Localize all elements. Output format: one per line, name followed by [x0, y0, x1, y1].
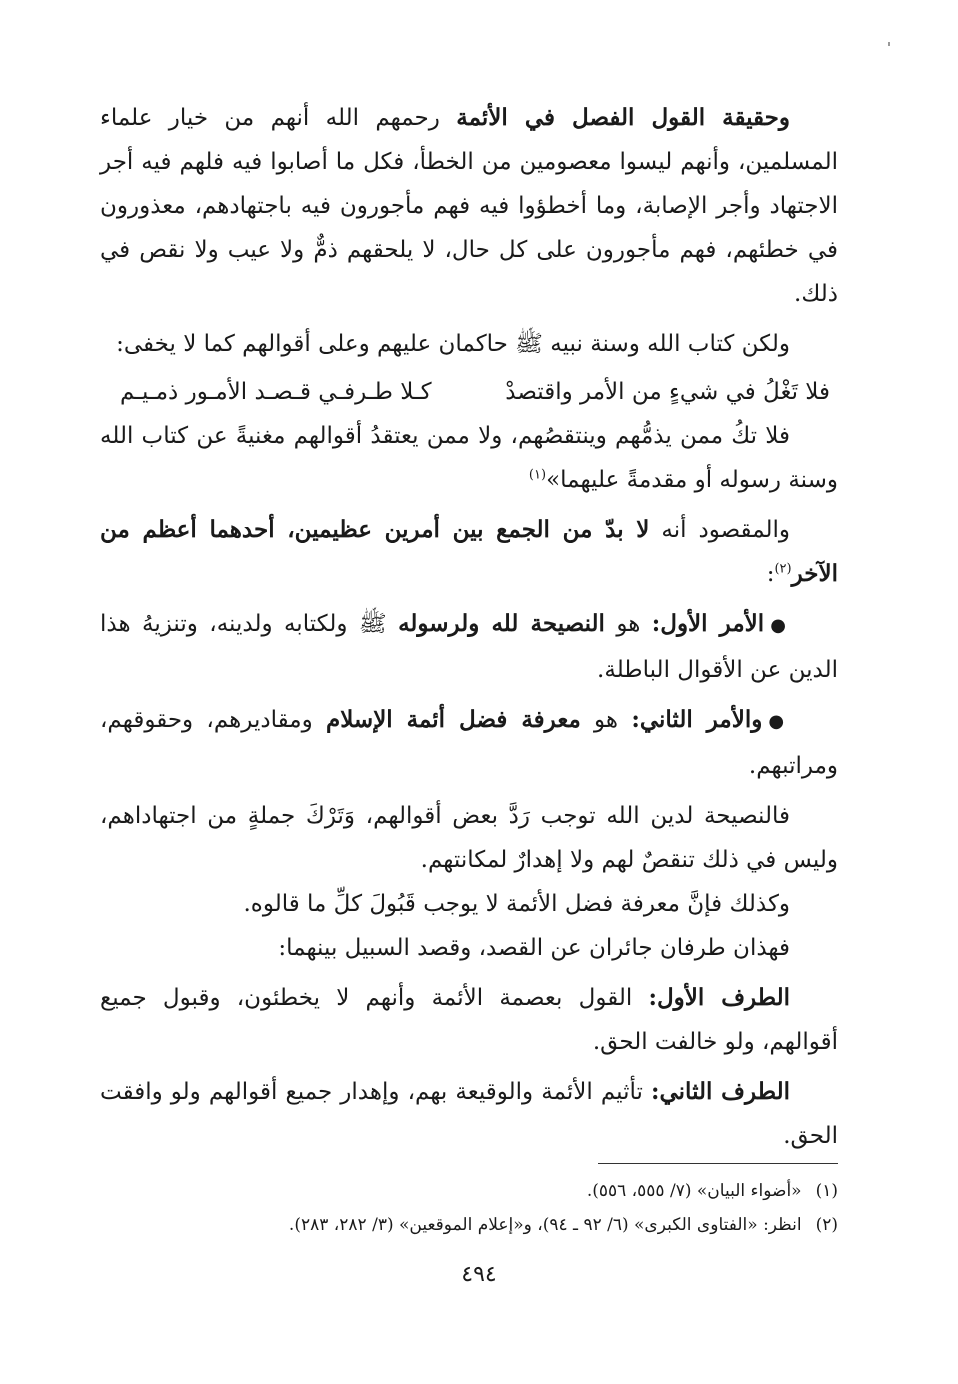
footnote-ref-2[interactable]: (٢) — [774, 561, 792, 577]
page-number: ٤٩٤ — [461, 1262, 497, 1287]
paragraph-3 — [100, 414, 838, 502]
verse-second-half: كـلا طـرفـي قـصـد الأمـور ذمـيـم — [120, 379, 432, 405]
paragraph-4 — [100, 508, 838, 596]
bullet-2-label: والأمر الثاني: — [631, 706, 763, 733]
footnote-divider — [598, 1163, 838, 1164]
paragraph-3-text: فلا تكُ ممن يذمُّهم وينتقصُهم، ولا ممن يعتقدُ أقوالهم مغنيةً عن كتاب الله وسنة رسوله أو مقدمةً عليهما» — [100, 423, 838, 493]
side-2-text: تأثيم الأئمة والوقيعة بهم، وإهدار جميع أقوالهم ولو وافقت الحق. — [100, 1079, 838, 1149]
paragraph-4-bold: لا بدّ من الجمع بين أمرين عظيمين، أحدهما أعظم من الآخر — [100, 516, 838, 587]
footnote-1 — [100, 1174, 838, 1208]
paragraph-1-text: رحمهم الله أنهم من خيار علماء المسلمين، وأنهم ليسوا معصومين من الخطأ، فكل ما أصابوا فيه فلهم فيه أجر الاجتهاد وأجر الإصابة، وما أخطؤوا فيه فهم مأجورون فيه باجتهادهم، معذورون في خطئهم، فهم مأجورون على كل حال، لا يلحقهم ذمٌّ ولا عيب ولا نقص في ذلك. — [100, 105, 838, 307]
footnotes — [100, 1174, 838, 1242]
footnote-1-number: (١) — [815, 1181, 838, 1201]
footnote-2 — [100, 1208, 838, 1242]
side-1-label: الطرف الأول: — [648, 984, 790, 1011]
paragraph-1 — [100, 96, 838, 316]
side-1 — [100, 976, 838, 1064]
footnote-1-text: «أضواء البيان» (٧/ ٥٥٥، ٥٥٦). — [586, 1181, 802, 1201]
bullet-1-label: الأمر الأول: — [651, 610, 765, 637]
paragraph-6: وكذلك فإنَّ معرفة فضل الأئمة لا يوجب قَبُولَ كلِّ ما قالوه. — [243, 891, 790, 917]
bullet-icon: ● — [770, 615, 790, 636]
paragraph-1-bold: وحقيقة القول الفصل في الأئمة — [456, 104, 791, 131]
bullet-icon: ● — [768, 711, 790, 732]
poem-verse — [100, 370, 838, 414]
bullet-item-1 — [100, 602, 838, 692]
paragraph-4-end: : — [766, 561, 775, 587]
main-text — [100, 96, 838, 1158]
footnote-ref-1[interactable]: (١) — [528, 467, 547, 483]
side-2-label: الطرف الثاني: — [651, 1078, 790, 1105]
bullet-2-mid: هو — [580, 707, 632, 733]
paragraph-2: ولكن كتاب الله وسنة نبيه ﷺ حاكمان عليهم وعلى أقوالهم كما لا يخفى: — [116, 331, 790, 357]
bullet-item-2 — [100, 698, 838, 788]
paragraph-5: فالنصيحة لدين الله توجب رَدَّ بعض أقوالهم، وَتَرْكَ جملةٍ من اجتهاداهم، وليس في ذلك تنقصٌ لهم ولا إهدارٌ لمكانتهم. — [100, 803, 838, 873]
side-1-text: القول بعصمة الأئمة وأنهم لا يخطئون، وقبول جميع أقوالهم، ولو خالفت الحق. — [100, 985, 838, 1055]
bullet-1-bold: النصيحة لله ولرسوله — [398, 610, 605, 637]
scan-mark — [888, 42, 890, 46]
footnote-2-text: انظر: «الفتاوى الكبرى» (٦/ ٩٢ ـ ٩٤)، و«إعلام الموقعين» (٣/ ٢٨٢، ٢٨٣). — [288, 1215, 802, 1235]
verse-first-half: فلا تَغْلُ في شيءٍ من الأمر واقتصدْ — [505, 379, 830, 405]
bullet-2-bold: معرفة فضل أئمة الإسلام — [325, 706, 581, 733]
bullet-1-text: ﷺ ولكتابه ولدينه، وتنزيهُ هذا الدين عن الأقوال الباطلة. — [100, 611, 838, 683]
footnote-2-number: (٢) — [815, 1215, 838, 1235]
paragraph-4-start: والمقصود أنه — [649, 517, 790, 543]
bullet-2-text: ومقاديرهم، وحقوقهم، ومراتبهم. — [100, 707, 838, 779]
bullet-1-mid: هو — [604, 611, 652, 637]
side-2 — [100, 1070, 838, 1158]
paragraph-7: فهذان طرفان جائران عن القصد، وقصد السبيل بينهما: — [278, 935, 790, 961]
